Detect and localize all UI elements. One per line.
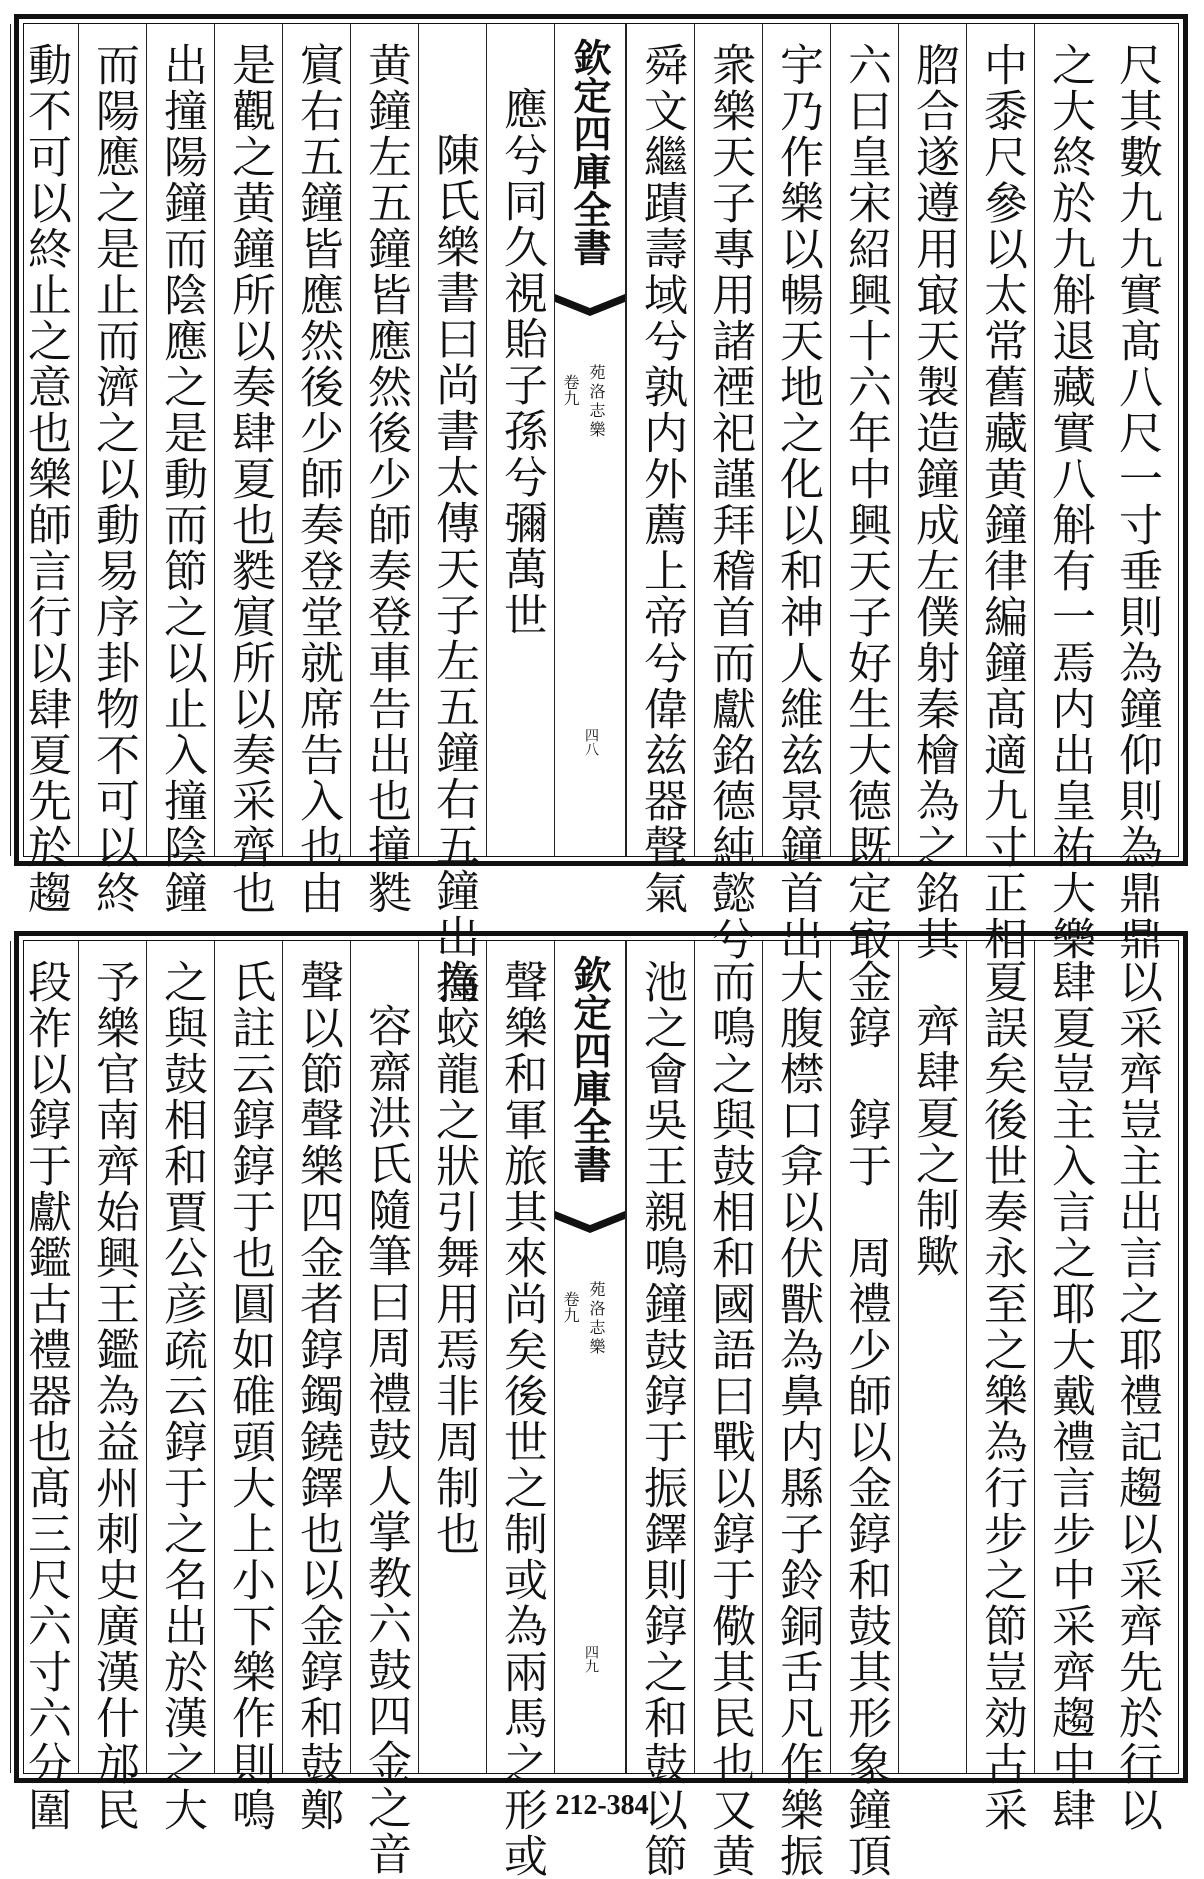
text-column — [694, 24, 762, 962]
text-column — [146, 941, 214, 1833]
text-column — [1034, 24, 1102, 962]
column-text: 大腹㯲口弇以伏獸為鼻内縣子鈴銅舌凡作樂振 — [772, 959, 823, 1879]
column-text: 聲樂和軍旅其來尚矣後世之制或為兩馬之形或 — [496, 959, 547, 1879]
text-column — [214, 941, 282, 1833]
text-column — [966, 24, 1034, 962]
column-text: 而鳴之與鼓相和國語曰戰以錞于儆其民也又黄 — [704, 959, 755, 1879]
leaf-number: 四九 — [583, 1645, 599, 1673]
column-text: 陳氏樂書曰尚書太傳天子左五鐘右五鐘出撞 — [428, 132, 479, 1006]
column-text: 中黍尺參以太常舊藏黄鐘律編鐘髙適九寸正相 — [976, 42, 1027, 962]
column-text: 予樂官南齊始興王鑑為益州刺史廣漢什邡民 — [88, 959, 139, 1833]
text-column — [966, 941, 1034, 1833]
text-column — [626, 24, 694, 916]
column-text: 應兮同久視貽子孫兮彌萬世 — [496, 86, 547, 638]
text-column — [282, 24, 350, 916]
column-text: 氏註云錞錞于也圓如碓頭大上小下樂作則鳴 — [224, 959, 275, 1833]
work-title: 苑洛志樂 — [587, 364, 606, 440]
top-page-inner-border — [20, 23, 1179, 1006]
text-column — [350, 941, 418, 1877]
column-text: 脗合遂遵用㝡天製造鐘成左僕射秦檜為之銘其 — [908, 42, 959, 962]
volume-label: 卷九 — [561, 1291, 580, 1323]
column-text: 夏誤矣後世奏永至之樂為行步之節豈効古采 — [976, 959, 1027, 1833]
column-text: 舜文繼蹟壽域兮孰内外薦上帝兮偉兹器聲氣 — [636, 42, 687, 916]
column-text: 衆樂天子專用諸禋祀謹拜稽首而獻銘德純懿兮 — [704, 42, 755, 962]
text-column — [78, 24, 146, 916]
column-text: 容齋洪氏隨筆曰周禮鼓人掌教六鼓四金之音 — [360, 1003, 411, 1877]
center-fold-column — [554, 24, 626, 856]
text-column — [10, 24, 78, 916]
text-column — [626, 941, 694, 1879]
column-text: 六曰皇宋紹興十六年中興天子好生大德既定㝡 — [840, 42, 891, 962]
text-column — [282, 941, 350, 1833]
book-title: 欽定四庫全書 — [567, 38, 612, 266]
text-column — [486, 941, 554, 1879]
column-text: 賔右五鐘皆應然後少師奏登堂就席告入也由 — [292, 42, 343, 916]
text-column — [418, 941, 486, 1773]
book-title: 欽定四庫全書 — [567, 955, 612, 1183]
column-text: 齊肆夏之制歟 — [908, 1003, 959, 1279]
column-text: 之大終於九斛退藏實八斛有一焉内出皇祐大樂 — [1044, 42, 1095, 962]
text-column — [762, 24, 830, 962]
text-column — [830, 24, 898, 962]
text-column — [78, 941, 146, 1833]
text-column — [146, 24, 214, 916]
text-column — [1102, 941, 1170, 1833]
text-column — [350, 24, 418, 916]
column-text: 之與鼓相和賈公彦疏云錞于之名出於漢之大 — [156, 959, 207, 1833]
column-text: 段祚以錞于獻鑑古禮器也髙三尺六寸六分圍 — [20, 959, 71, 1833]
text-column — [830, 941, 898, 1879]
column-text: 肆夏豈主入言之耶大戴禮言步中采齊趨中肆 — [1044, 959, 1095, 1833]
column-text: 宇乃作樂以暢天地之化以和神人維兹景鐘首出 — [772, 42, 823, 962]
text-column — [762, 941, 830, 1879]
text-column — [898, 24, 966, 962]
column-text: 而陽應之是止而濟之以動易序卦物不可以終 — [88, 42, 139, 916]
column-text: 以采齊豈主出言之耶禮記趨以采齊先於行以 — [1111, 959, 1162, 1833]
fish-tail-mark-icon — [555, 292, 625, 316]
text-column — [898, 941, 966, 1773]
column-text: 池之會吳王親鳴鐘鼓錞于振鐸則錞之和鼓以節 — [636, 959, 687, 1879]
page-footer-number: 212-384 — [555, 1790, 649, 1821]
column-text: 出撞陽鐘而陰應之是動而節之以止入撞陰鐘 — [156, 42, 207, 916]
column-text: 動不可以終止之意也樂師言行以肆夏先於趨 — [20, 42, 71, 916]
text-column — [1102, 24, 1170, 962]
column-text: 金錞 錞于 周禮少師以金錞和鼓其形象鐘頂 — [840, 959, 891, 1879]
column-text: 尺其數九九實髙八尺一寸垂則為鐘仰則為鼎鼎 — [1111, 42, 1162, 962]
text-column — [10, 941, 78, 1833]
column-text: 聲以節聲樂四金者錞鐲鐃鐸也以金錞和鼓鄭 — [292, 959, 343, 1833]
work-title: 苑洛志樂 — [587, 1281, 606, 1357]
text-column — [418, 24, 486, 1006]
top-page-frame — [14, 14, 1188, 1006]
text-column — [214, 24, 282, 916]
volume-label: 卷九 — [561, 374, 580, 406]
fish-tail-mark-icon — [555, 1209, 625, 1233]
column-text: 為蛟龍之狀引舞用焉非周制也 — [428, 959, 479, 1557]
text-column — [486, 24, 554, 856]
text-column — [1034, 941, 1102, 1833]
leaf-number: 四八 — [583, 728, 599, 756]
center-fold-column — [554, 941, 626, 1773]
column-text: 是觀之黄鐘所以奏肆夏也㽔賔所以奏采齊也 — [224, 42, 275, 916]
text-column — [694, 941, 762, 1879]
column-text: 黄鐘左五鐘皆應然後少師奏登車告出也撞㽔 — [360, 42, 411, 916]
